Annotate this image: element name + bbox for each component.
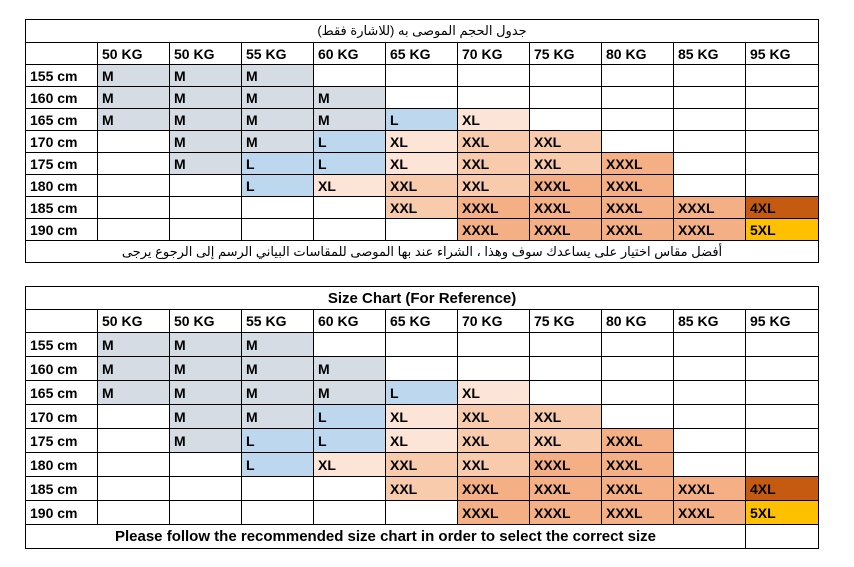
size-cell: M: [98, 381, 170, 405]
weight-header-cell: 55 KG: [242, 43, 314, 65]
height-label-cell: 165 cm: [26, 381, 98, 405]
weight-header-cell: 60 KG: [314, 43, 386, 65]
size-cell: 4XL: [746, 197, 819, 219]
size-row: [26, 381, 819, 405]
size-cell: [530, 357, 602, 381]
arabic-table-note: أفضل مقاس اختيار على يساعدك سوف وهذا ، الشراء عند بها الموصى للمقاسات البياني الرسم إلى الرجوع يرجى: [26, 241, 819, 263]
size-cell: M: [170, 357, 242, 381]
height-label-cell: 155 cm: [26, 65, 98, 87]
size-cell: [98, 405, 170, 429]
size-row: [26, 131, 819, 153]
corner-cell: [26, 310, 98, 333]
size-row: [26, 333, 819, 357]
size-cell: [530, 333, 602, 357]
size-cell: M: [170, 381, 242, 405]
height-label-cell: 175 cm: [26, 429, 98, 453]
weight-header-cell: 80 KG: [602, 310, 674, 333]
weight-header-cell: 50 KG: [98, 310, 170, 333]
size-cell: [458, 333, 530, 357]
size-cell: XXXL: [458, 197, 530, 219]
size-cell: XXL: [530, 153, 602, 175]
size-cell: [674, 453, 746, 477]
size-row: [26, 477, 819, 501]
size-cell: [746, 357, 819, 381]
english-table-title: Size Chart (For Reference): [26, 287, 819, 310]
weight-header-cell: 70 KG: [458, 310, 530, 333]
size-cell: [98, 477, 170, 501]
size-cell: M: [242, 381, 314, 405]
weight-header-cell: 50 KG: [170, 43, 242, 65]
size-cell: [170, 453, 242, 477]
size-cell: M: [170, 333, 242, 357]
size-cell: [746, 333, 819, 357]
weight-header-cell: 85 KG: [674, 43, 746, 65]
size-row: [26, 501, 819, 525]
height-label-cell: 180 cm: [26, 453, 98, 477]
size-cell: XL: [386, 405, 458, 429]
size-cell: [170, 501, 242, 525]
size-cell: XXXL: [530, 477, 602, 501]
size-row: [26, 65, 819, 87]
size-cell: M: [170, 153, 242, 175]
size-cell: XXL: [458, 175, 530, 197]
weight-header-cell: 85 KG: [674, 310, 746, 333]
size-cell: L: [242, 153, 314, 175]
size-cell: [458, 65, 530, 87]
size-row: [26, 197, 819, 219]
size-cell: M: [170, 429, 242, 453]
size-cell: M: [98, 109, 170, 131]
size-row: [26, 405, 819, 429]
size-row: [26, 219, 819, 241]
size-cell: [602, 333, 674, 357]
size-cell: [746, 131, 819, 153]
size-cell: XL: [386, 131, 458, 153]
size-cell: [98, 429, 170, 453]
size-cell: M: [242, 87, 314, 109]
size-cell: L: [314, 429, 386, 453]
size-cell: XXXL: [602, 429, 674, 453]
size-cell: XXL: [458, 131, 530, 153]
height-label-cell: 165 cm: [26, 109, 98, 131]
english-table-note: Please follow the recommended size chart in order to select the correct size: [26, 525, 746, 549]
size-cell: [98, 175, 170, 197]
size-cell: [170, 219, 242, 241]
size-cell: M: [242, 333, 314, 357]
size-cell: 5XL: [746, 501, 819, 525]
height-label-cell: 185 cm: [26, 477, 98, 501]
size-cell: [386, 87, 458, 109]
size-cell: [530, 65, 602, 87]
weight-header-cell: 50 KG: [170, 310, 242, 333]
size-cell: M: [98, 87, 170, 109]
size-cell: [242, 477, 314, 501]
size-cell: [530, 87, 602, 109]
size-cell: XXXL: [458, 219, 530, 241]
size-cell: [674, 429, 746, 453]
size-cell: L: [242, 453, 314, 477]
size-cell: XXXL: [530, 219, 602, 241]
size-cell: XXXL: [602, 477, 674, 501]
size-cell: [746, 109, 819, 131]
size-cell: [386, 333, 458, 357]
size-cell: M: [170, 87, 242, 109]
weight-header-cell: 75 KG: [530, 310, 602, 333]
height-label-cell: 155 cm: [26, 333, 98, 357]
size-cell: XXL: [530, 405, 602, 429]
weight-header-cell: 75 KG: [530, 43, 602, 65]
size-cell: [674, 175, 746, 197]
size-cell: XL: [386, 429, 458, 453]
size-cell: XXL: [458, 429, 530, 453]
size-cell: XXL: [458, 453, 530, 477]
size-row: [26, 357, 819, 381]
size-cell: [386, 357, 458, 381]
size-cell: [98, 453, 170, 477]
size-cell: [602, 405, 674, 429]
size-cell: M: [314, 87, 386, 109]
weight-header-cell: 80 KG: [602, 43, 674, 65]
size-cell: [674, 109, 746, 131]
size-cell: XXXL: [530, 453, 602, 477]
size-cell: M: [314, 109, 386, 131]
size-cell: [458, 357, 530, 381]
size-cell: [458, 87, 530, 109]
size-row: [26, 429, 819, 453]
size-cell: M: [170, 109, 242, 131]
size-cell: [314, 333, 386, 357]
size-cell: [674, 357, 746, 381]
weight-header-cell: 50 KG: [98, 43, 170, 65]
size-cell: [530, 381, 602, 405]
size-cell: XXXL: [530, 197, 602, 219]
size-cell: M: [242, 357, 314, 381]
size-cell: XXXL: [602, 453, 674, 477]
size-cell: [674, 405, 746, 429]
size-cell: M: [170, 405, 242, 429]
height-label-cell: 180 cm: [26, 175, 98, 197]
size-row: [26, 109, 819, 131]
height-label-cell: 170 cm: [26, 405, 98, 429]
size-cell: XL: [314, 453, 386, 477]
height-label-cell: 160 cm: [26, 357, 98, 381]
size-cell: [386, 65, 458, 87]
size-cell: XXL: [458, 405, 530, 429]
weight-header-cell: 60 KG: [314, 310, 386, 333]
size-cell: [602, 109, 674, 131]
size-cell: XXXL: [674, 501, 746, 525]
size-cell: [746, 429, 819, 453]
size-cell: XL: [314, 175, 386, 197]
size-cell: XXXL: [458, 501, 530, 525]
size-cell: XXXL: [674, 197, 746, 219]
size-cell: M: [170, 65, 242, 87]
size-cell: XXXL: [602, 501, 674, 525]
arabic-size-chart-table: [25, 19, 819, 263]
size-cell: [314, 501, 386, 525]
size-cell: XXXL: [602, 219, 674, 241]
size-cell: M: [314, 357, 386, 381]
size-cell: [746, 65, 819, 87]
height-label-cell: 190 cm: [26, 219, 98, 241]
size-cell: 4XL: [746, 477, 819, 501]
size-cell: M: [98, 65, 170, 87]
height-label-cell: 170 cm: [26, 131, 98, 153]
size-cell: L: [242, 429, 314, 453]
size-cell: [170, 175, 242, 197]
empty-note-cell: [746, 525, 819, 549]
size-cell: M: [242, 65, 314, 87]
size-cell: [98, 219, 170, 241]
size-cell: [242, 219, 314, 241]
size-cell: [674, 131, 746, 153]
size-cell: XXXL: [458, 477, 530, 501]
size-cell: [746, 153, 819, 175]
size-cell: [314, 477, 386, 501]
size-cell: XXXL: [602, 153, 674, 175]
size-cell: [674, 381, 746, 405]
size-cell: [386, 219, 458, 241]
size-cell: L: [242, 175, 314, 197]
english-size-chart-table: [25, 286, 819, 549]
size-cell: [170, 197, 242, 219]
size-row: [26, 175, 819, 197]
height-label-cell: 185 cm: [26, 197, 98, 219]
size-cell: M: [242, 131, 314, 153]
arabic-table-title: جدول الحجم الموصى به (للاشارة فقط): [26, 20, 819, 43]
size-cell: [674, 87, 746, 109]
size-cell: [314, 219, 386, 241]
size-cell: [314, 65, 386, 87]
weight-header-cell: 55 KG: [242, 310, 314, 333]
size-cell: XXL: [386, 453, 458, 477]
weight-header-cell: 95 KG: [746, 43, 819, 65]
size-cell: [602, 381, 674, 405]
weight-header-row: [26, 310, 819, 333]
size-row: [26, 87, 819, 109]
weight-header-cell: 65 KG: [386, 310, 458, 333]
size-cell: [602, 357, 674, 381]
size-cell: [746, 175, 819, 197]
weight-header-cell: 95 KG: [746, 310, 819, 333]
size-cell: M: [98, 333, 170, 357]
weight-header-row: [26, 43, 819, 65]
size-cell: XL: [458, 381, 530, 405]
size-cell: [746, 87, 819, 109]
size-cell: [746, 405, 819, 429]
size-cell: [602, 87, 674, 109]
height-label-cell: 175 cm: [26, 153, 98, 175]
size-cell: [386, 501, 458, 525]
corner-cell: [26, 43, 98, 65]
size-cell: [98, 153, 170, 175]
size-row: [26, 153, 819, 175]
size-cell: L: [386, 109, 458, 131]
size-cell: M: [242, 405, 314, 429]
size-cell: XXXL: [674, 477, 746, 501]
size-cell: XXXL: [530, 175, 602, 197]
size-cell: 5XL: [746, 219, 819, 241]
size-row: [26, 453, 819, 477]
size-cell: XXL: [386, 197, 458, 219]
size-cell: XL: [458, 109, 530, 131]
size-cell: XXXL: [602, 197, 674, 219]
size-cell: [674, 65, 746, 87]
size-cell: [674, 153, 746, 175]
size-cell: M: [98, 357, 170, 381]
size-cell: XXL: [530, 131, 602, 153]
size-cell: XXXL: [530, 501, 602, 525]
size-cell: [674, 333, 746, 357]
weight-header-cell: 70 KG: [458, 43, 530, 65]
size-cell: [746, 381, 819, 405]
size-cell: [602, 65, 674, 87]
size-cell: [242, 197, 314, 219]
size-cell: [314, 197, 386, 219]
size-cell: XXL: [530, 429, 602, 453]
size-cell: L: [386, 381, 458, 405]
size-cell: XXXL: [674, 219, 746, 241]
size-cell: XXL: [458, 153, 530, 175]
height-label-cell: 160 cm: [26, 87, 98, 109]
size-cell: M: [242, 109, 314, 131]
size-cell: XXXL: [602, 175, 674, 197]
size-cell: [98, 197, 170, 219]
size-cell: [746, 453, 819, 477]
size-cell: L: [314, 131, 386, 153]
size-cell: [170, 477, 242, 501]
size-cell: [530, 109, 602, 131]
size-cell: L: [314, 153, 386, 175]
size-cell: XXL: [386, 477, 458, 501]
size-cell: L: [314, 405, 386, 429]
size-cell: [98, 501, 170, 525]
size-cell: XL: [386, 153, 458, 175]
size-cell: [242, 501, 314, 525]
height-label-cell: 190 cm: [26, 501, 98, 525]
size-cell: M: [170, 131, 242, 153]
size-cell: XXL: [386, 175, 458, 197]
size-cell: [98, 131, 170, 153]
size-cell: M: [314, 381, 386, 405]
size-cell: [602, 131, 674, 153]
weight-header-cell: 65 KG: [386, 43, 458, 65]
